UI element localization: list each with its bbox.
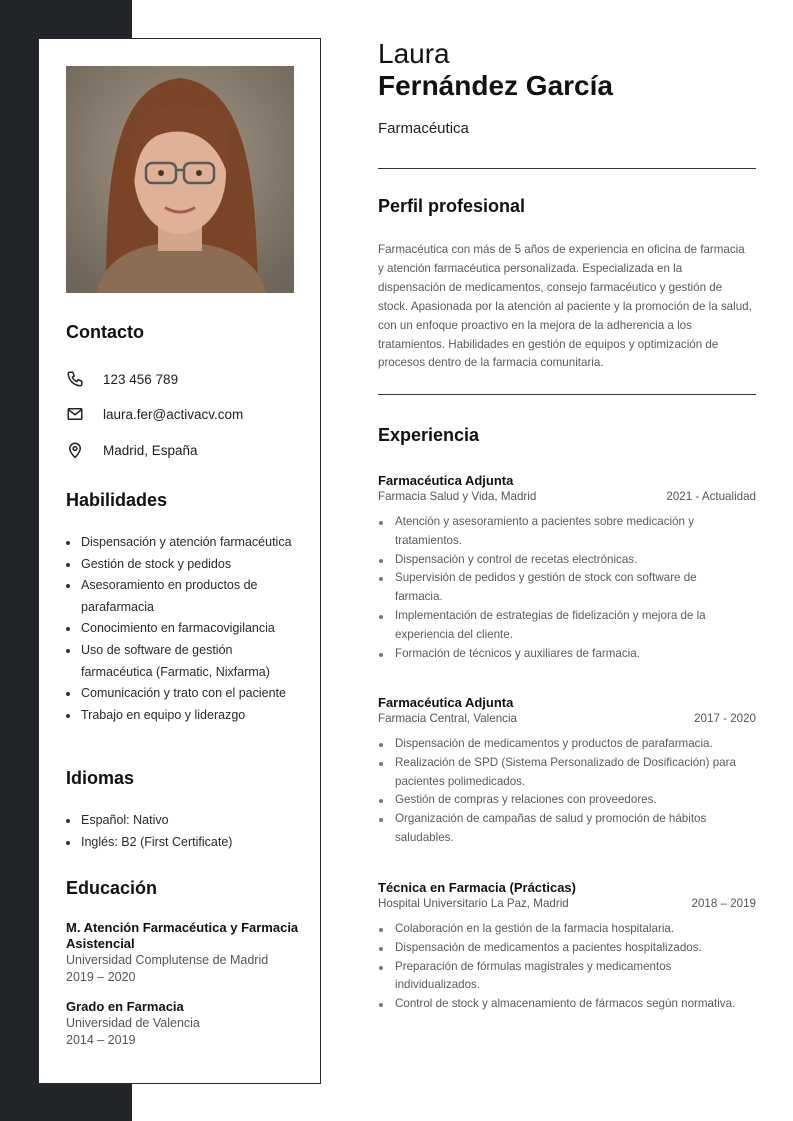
left-panel	[38, 38, 321, 1084]
skills-list	[66, 532, 306, 726]
experience-entry	[378, 472, 756, 663]
education-years: 2019 – 2020	[66, 969, 136, 984]
list-item: Formación de técnicos y auxiliares de farmacia.	[378, 645, 743, 664]
list-item: Conocimiento en farmacovigilancia	[66, 618, 306, 640]
list-item: Control de stock y almacenamiento de fármacos según normativa.	[378, 995, 743, 1014]
education-entry	[66, 999, 306, 1048]
degree-title: M. Atención Farmacéutica y Farmacia Asistencial	[66, 920, 299, 951]
role-title: Técnica en Farmacia (Prácticas)	[378, 880, 576, 895]
divider	[378, 168, 756, 169]
responsibilities-list	[378, 920, 756, 1014]
role-title: Farmacéutica Adjunta	[378, 695, 514, 710]
phone-icon	[66, 370, 84, 388]
role-title: Farmacéutica Adjunta	[378, 473, 514, 488]
contact-email	[66, 404, 243, 424]
mail-icon	[66, 405, 84, 423]
education-heading: Educación	[66, 878, 158, 898]
list-item: Gestión de compras y relaciones con proveedores.	[378, 791, 743, 810]
list-item: Dispensación de medicamentos a pacientes hospitalizados.	[378, 939, 743, 958]
profile-summary: Farmacéutica con más de 5 años de experiencia en oficina de farmacia y atención farmacéutica personalizada. Especializada en la dispensación de medicamentos, consejo farmacéutico y gestión de stock. Apasionada por la atención al paciente y la promoción de la salud, con un enfoque proactivo en la mejora de la adherencia a los tratamientos. Habilidades en gestión de equipos y optimización de procesos dentro de la farmacia comunitaria.	[378, 243, 752, 370]
list-item: Inglés: B2 (First Certificate)	[66, 832, 306, 854]
list-item: Asesoramiento en productos de parafarmacia	[66, 575, 306, 618]
languages-heading: Idiomas	[66, 768, 135, 788]
last-name: Fernández García	[378, 70, 613, 101]
list-item: Uso de software de gestión farmacéutica (Farmatic, Nixfarma)	[66, 640, 306, 683]
divider	[378, 394, 756, 395]
education-years: 2014 – 2019	[66, 1032, 136, 1047]
contact-phone	[66, 369, 178, 389]
profile-photo	[66, 66, 294, 293]
responsibilities-list	[378, 735, 756, 848]
list-item: Dispensación de medicamentos y productos de parafarmacia.	[378, 735, 743, 754]
list-item: Gestión de stock y pedidos	[66, 554, 306, 576]
dates: 2018 – 2019	[691, 897, 756, 910]
company: Hospital Universitario La Paz, Madrid	[378, 897, 569, 910]
list-item: Supervisión de pedidos y gestión de stock con software de farmacia.	[378, 569, 743, 607]
list-item: Organización de campañas de salud y promoción de hábitos saludables.	[378, 810, 743, 848]
dates: 2017 - 2020	[694, 712, 756, 725]
education-entry	[66, 920, 306, 985]
institution: Universidad Complutense de Madrid	[66, 953, 269, 967]
contact-heading: Contacto	[66, 322, 144, 342]
degree-title: Grado en Farmacia	[66, 999, 184, 1014]
first-name: Laura	[378, 38, 450, 69]
location-text: Madrid, España	[103, 442, 198, 458]
list-item: Atención y asesoramiento a pacientes sobre medicación y tratamientos.	[378, 513, 743, 551]
dates: 2021 - Actualidad	[666, 490, 756, 503]
list-item: Español: Nativo	[66, 810, 306, 832]
list-item: Implementación de estrategias de fidelización y mejora de la experiencia del cliente.	[378, 607, 743, 645]
list-item: Dispensación y atención farmacéutica	[66, 532, 306, 554]
languages-list	[66, 810, 306, 853]
experience-entry	[378, 694, 756, 848]
contact-location	[66, 440, 198, 460]
skills-heading: Habilidades	[66, 490, 168, 510]
location-pin-icon	[66, 441, 84, 459]
email-address[interactable]: laura.fer@activacv.com	[103, 406, 244, 422]
list-item: Trabajo en equipo y liderazgo	[66, 705, 306, 727]
list-item: Realización de SPD (Sistema Personalizado de Dosificación) para pacientes polimedicados.	[378, 754, 743, 792]
experience-entry	[378, 879, 756, 1014]
company: Farmacia Central, Valencia	[378, 712, 517, 725]
job-title: Farmacéutica	[378, 120, 469, 137]
institution: Universidad de Valencia	[66, 1016, 200, 1030]
list-item: Preparación de fórmulas magistrales y medicamentos individualizados.	[378, 958, 743, 996]
company: Farmacia Salud y Vida, Madrid	[378, 490, 537, 503]
phone-number: 123 456 789	[103, 371, 179, 387]
profile-heading: Perfil profesional	[378, 196, 526, 216]
experience-heading: Experiencia	[378, 425, 480, 445]
list-item: Comunicación y trato con el paciente	[66, 683, 306, 705]
list-item: Colaboración en la gestión de la farmacia hospitalaria.	[378, 920, 743, 939]
list-item: Dispensación y control de recetas electrónicas.	[378, 551, 743, 570]
responsibilities-list	[378, 513, 756, 663]
